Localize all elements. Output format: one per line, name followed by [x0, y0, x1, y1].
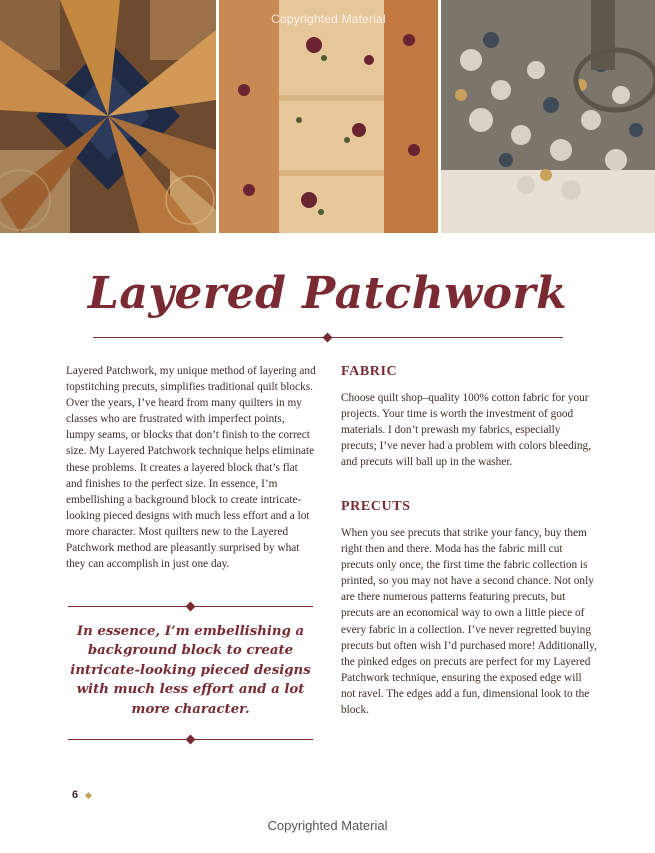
pullquote-top-diamond: [186, 602, 196, 612]
precuts-heading: PRECUTS: [341, 499, 411, 514]
fabric-paragraph: Choose quilt shop–quality 100% cotton fabric for your projects. Your time is worth the investment of good materials. I don’t prewash my fabrics, especially precuts; I’ve never had a problem with colors bleeding, and precuts will ball up in the washer.: [341, 392, 592, 469]
pull-quote: In essence, I’m embellishing a background block to create intricate-looking pieced designs with much less effort and a lot more character.: [70, 624, 311, 717]
photo-star-quilt: [0, 0, 216, 233]
title-rule-diamond: [323, 333, 333, 343]
watermark-top: Copyrighted Material: [271, 12, 386, 26]
photo-floral-fabric: [219, 0, 438, 233]
photo-strip: [0, 0, 655, 233]
page-number: 6: [72, 789, 79, 801]
page-title: Layered Patchwork: [87, 268, 568, 319]
watermark-bottom: Copyrighted Material: [267, 818, 388, 833]
pullquote-bottom-diamond: [186, 735, 196, 745]
fabric-heading: FABRIC: [341, 364, 398, 379]
page-number-diamond: [85, 792, 92, 799]
intro-paragraph: Layered Patchwork, my unique method of layering and topstitching precuts, simplifies traditional quilt blocks. Over the years, I’ve heard from many quilters in my classes who are frustrated with imperfect points, lumpy seams, or blocks that don’t finish to the correct size. My Layered Patchwork technique helps eliminate these problems. It creates a layered block that’s flat and finishes to the perfect size. In essence, I’m embellishing a background block to create intricate-looking pieced designs with much less effort and a lot more character. Most quilters new to the Layered Patchwork method are pleasantly surprised by what they can accomplish in just one day.: [66, 365, 316, 571]
photo-button-tin: [441, 0, 655, 233]
precuts-paragraph: When you see precuts that strike your fancy, buy them right then and there. Moda has the fabric mill cut precuts only once, the first time the fabric collection is printed, so you may not have a second chance. Not only are there numerous patterns featuring precuts, but precuts are an economical way to own a little piece of every fabric in a collection. I’ve never regretted buying precuts but often wish I’d purchased more! Additionally, the pinked edges on precuts are perfect for my Layered Patchwork technique, ensuring the exposed edge will not ravel. The edges add a fun, dimensional look to the block.: [341, 527, 597, 717]
